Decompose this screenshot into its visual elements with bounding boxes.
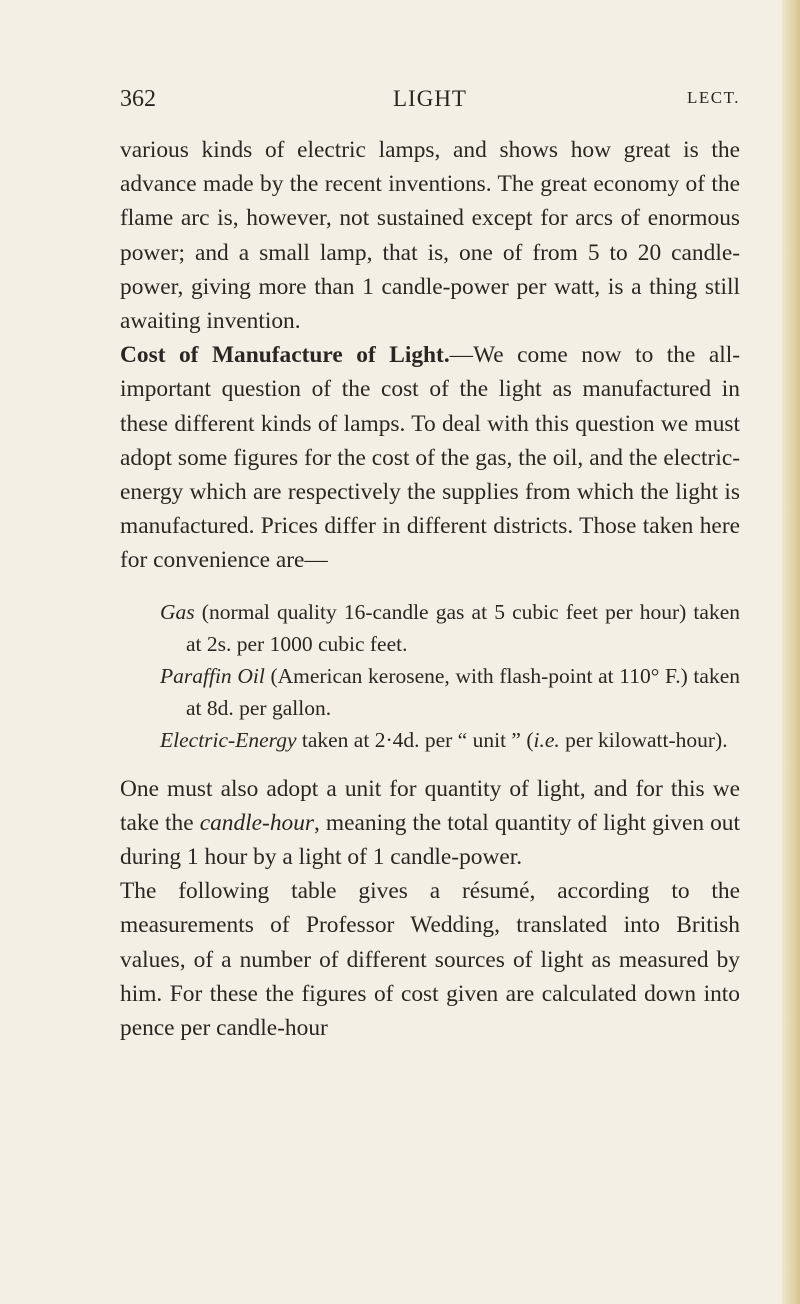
item-label: Gas — [160, 599, 195, 624]
running-title: LIGHT — [393, 86, 467, 111]
item-label: Paraffin Oil — [160, 663, 265, 688]
running-header — [120, 86, 740, 116]
paragraph-3-text: One must also adopt a unit for quantity of light, and for this we take the — [120, 775, 740, 836]
list-item-paraffin — [160, 660, 740, 724]
list-item-electric — [160, 724, 740, 756]
paragraph-2 — [120, 338, 740, 577]
paragraph-3 — [120, 772, 740, 875]
paragraph-4: The following table gives a résumé, according to the measurements of Professor Wedding, translated into British values, of a number of different sources of light as measured by him. For these the figures of cost given are calculated down into pence per candle-hour — [120, 878, 740, 1042]
page-edge — [782, 0, 800, 1304]
section-label: LECT. — [687, 88, 740, 107]
supply-list — [160, 596, 740, 756]
paragraph-3-rest: , meaning the total quantity of light given out during 1 hour by a light of 1 candle-power. — [120, 809, 740, 871]
item-ie: i.e. — [533, 727, 560, 752]
page-body — [120, 133, 740, 1045]
item-text: (American kerosene, with flash-point at 110° F.) taken at 8d. per gallon. — [186, 663, 740, 720]
paragraph-2-text: —We come now to the all-important question of the cost of the light as manufactured in these different kinds of lamps. To deal with this question we must adopt some figures for the cost of the gas, the oil, and the electric-energy which are respectively the supplies from which the light is manufactured. Prices differ in different districts. Those taken here for convenience are— — [120, 342, 740, 574]
page-number: 362 — [120, 86, 156, 112]
paragraph-1: various kinds of electric lamps, and shows how great is the advance made by the recent inventions. The great economy of the flame arc is, however, not sustained except for arcs of enormous power; and a small lamp, that is, one of from 5 to 20 candle-power, giving more than 1 candle-power per watt, is a thing still awaiting invention. — [120, 137, 740, 335]
section-heading: Cost of Manufacture of Light. — [120, 342, 450, 369]
item-text: (normal quality 16-candle gas at 5 cubic feet per hour) taken at 2s. per 1000 cubic feet. — [186, 599, 740, 656]
paragraph-3-term: candle-hour — [199, 809, 315, 836]
item-text: taken at 2·4d. per “ unit ” ( — [296, 727, 534, 752]
list-item-gas — [160, 596, 740, 660]
item-tail: per kilowatt-hour). — [559, 727, 728, 752]
item-label: Electric-Energy — [160, 727, 297, 752]
